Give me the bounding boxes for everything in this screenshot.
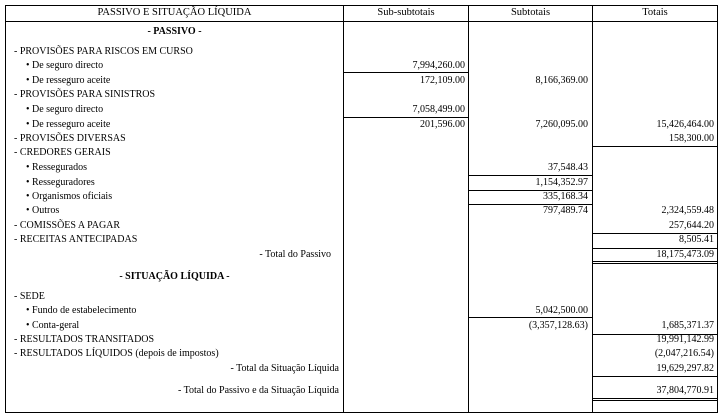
table-border-left [5,5,6,413]
subtotal-underline [468,175,592,176]
section-title-situacao-liquida: - SITUAÇÃO LÍQUIDA - [119,271,230,282]
row-label: - PROVISÕES DIVERSAS [14,133,126,144]
row-label: • De resseguro aceite [26,119,111,130]
row-label: • De seguro directo [26,104,104,115]
value-cell: 257,644.20 [669,220,714,231]
total-geral-value: 37,804,770.91 [656,385,714,396]
total-situacao-label: - Total da Situação Líquida [230,363,339,374]
value-cell: 7,994,260.00 [412,60,465,71]
header-label: PASSIVO E SITUAÇÃO LÍQUIDA [97,7,252,18]
value-cell: 7,260,095.00 [535,119,588,130]
table-border-top [5,5,718,6]
row-label: • De seguro directo [26,60,104,71]
row-label: • Ressegurados [26,162,87,173]
row-label: • Outros [26,205,60,216]
header-divider [5,21,718,22]
row-label: - RESULTADOS TRANSITADOS [14,334,155,345]
value-cell: (2,047,216.54) [654,348,714,359]
value-cell: 797,489.74 [543,205,588,216]
value-cell: 5,042,500.00 [535,305,588,316]
row-label: - SEDE [14,291,45,302]
value-cell: 19,991,142.99 [656,334,714,345]
header-totais: Totais [642,7,668,18]
row-label: - PROVISÕES PARA SINISTROS [14,89,156,100]
total-underline [592,376,717,377]
subtotal-underline [343,72,468,73]
balance-sheet-table [5,5,718,413]
header-sub-subtotais: Sub-subtotais [377,7,435,18]
total-double-underline [592,400,717,401]
total-double-underline [592,263,717,264]
total-double-underline [592,398,717,399]
row-label: - CREDORES GERAIS [14,147,111,158]
value-cell: 335,168.34 [543,191,588,202]
total-geral-label: - Total do Passivo e da Situação Líquida [177,385,339,396]
total-underline [592,146,717,147]
subtotal-underline [343,117,468,118]
value-cell: 172,109.00 [420,75,465,86]
row-label: • De resseguro aceite [26,75,111,86]
row-label: • Fundo de estabelecimento [26,305,137,316]
row-label: • Organismos oficiais [26,191,113,202]
total-passivo-label: - Total do Passivo [259,249,331,260]
value-cell: 8,505.41 [679,234,714,245]
total-passivo-value: 18,175,473.09 [656,249,714,260]
table-border-bottom [5,412,718,413]
value-cell: (3,357,128.63) [528,320,588,331]
total-situacao-value: 19,629,297.82 [656,363,714,374]
row-label: - PROVISÕES PARA RISCOS EM CURSO [14,46,193,57]
table-border-right [717,5,718,413]
row-label: - COMISSÕES A PAGAR [14,220,121,231]
value-cell: 37,548.43 [548,162,588,173]
header-subtotais: Subtotais [510,7,551,18]
row-label: - RECEITAS ANTECIPADAS [14,234,138,245]
value-cell: 158,300.00 [669,133,714,144]
value-cell: 2,324,559.48 [661,205,714,216]
row-label: • Conta-geral [26,320,80,331]
value-cell: 15,426,464.00 [656,119,714,130]
total-double-underline [592,261,717,262]
subtotal-underline [468,317,592,318]
value-cell: 1,154,352.97 [535,177,588,188]
section-title-passivo: - PASSIVO - [147,26,202,37]
value-cell: 7,058,499.00 [412,104,465,115]
value-cell: 201,596.00 [420,119,465,130]
value-cell: 1,685,371.37 [661,320,714,331]
row-label: • Resseguradores [26,177,95,188]
row-label: - RESULTADOS LÍQUIDOS (depois de impostos) [14,348,219,359]
value-cell: 8,166,369.00 [535,75,588,86]
